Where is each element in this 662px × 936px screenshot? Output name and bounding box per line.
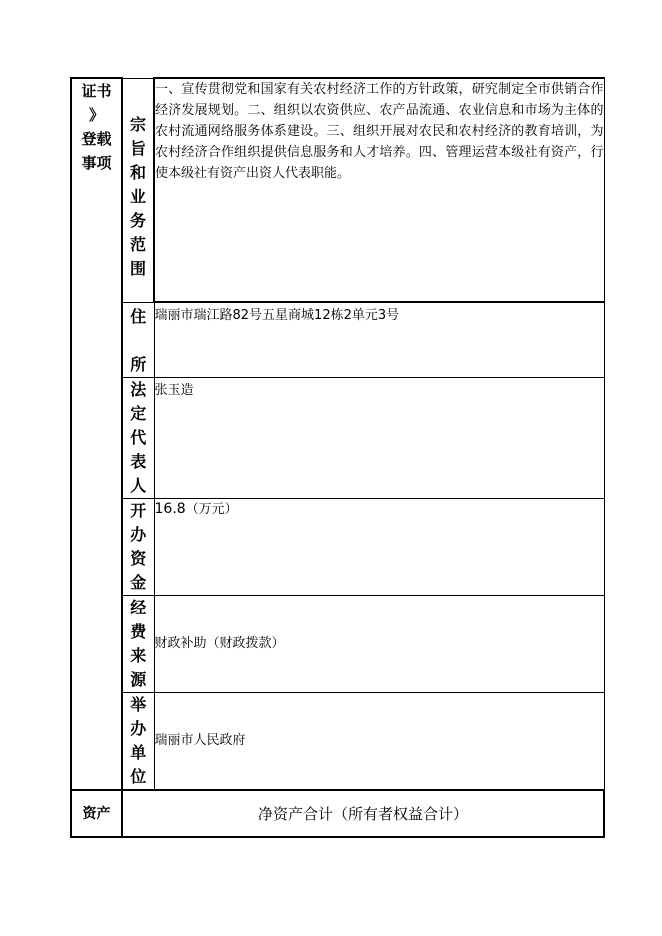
section-label-line: 证书 (81, 82, 112, 100)
label-legal-representative: 法 定 代 表 人 (122, 377, 154, 498)
label-scope: 宗 旨 和 业 务 范 围 (122, 78, 154, 302)
value-legal-representative: 张玉造 (154, 377, 604, 498)
section-label-line: 事项 (81, 154, 112, 172)
label-assets: 资产 (71, 790, 122, 837)
value-net-assets: 净资产合计（所有者权益合计） (122, 790, 604, 837)
registration-table (70, 77, 605, 838)
capital-unit: （万元） (185, 501, 238, 517)
section-label-line: 》 (88, 106, 104, 124)
value-organizer: 瑞丽市人民政府 (154, 692, 604, 790)
label-funding-source: 经 费 来 源 (122, 595, 154, 692)
section-label-line: 登载 (81, 130, 112, 148)
value-address: 瑞丽市瑞江路82号五星商城12栋2单元3号 (154, 302, 604, 377)
label-start-capital: 开 办 资 金 (122, 498, 154, 595)
value-start-capital (154, 498, 604, 595)
label-address: 住 所 (122, 302, 154, 377)
label-organizer: 举 办 单 位 (122, 692, 154, 790)
section-label-certificate-items (71, 78, 122, 790)
capital-amount: 16.8 (154, 500, 186, 517)
value-funding-source: 财政补助（财政拨款） (154, 595, 604, 692)
value-scope: 一、宣传贯彻党和国家有关农村经济工作的方针政策，研究制定全市供销合作经济发展规划。二、组织以农资供应、农产品流通、农业信息和市场为主体的农村流通网络服务体系建设。三、组织开展对农民和农村经济的教育培训，为农村经济合作组织提供信息服务和人才培养。四、管理运营本级社有资产，行使本级社有资产出资人代表职能。 (154, 78, 604, 302)
